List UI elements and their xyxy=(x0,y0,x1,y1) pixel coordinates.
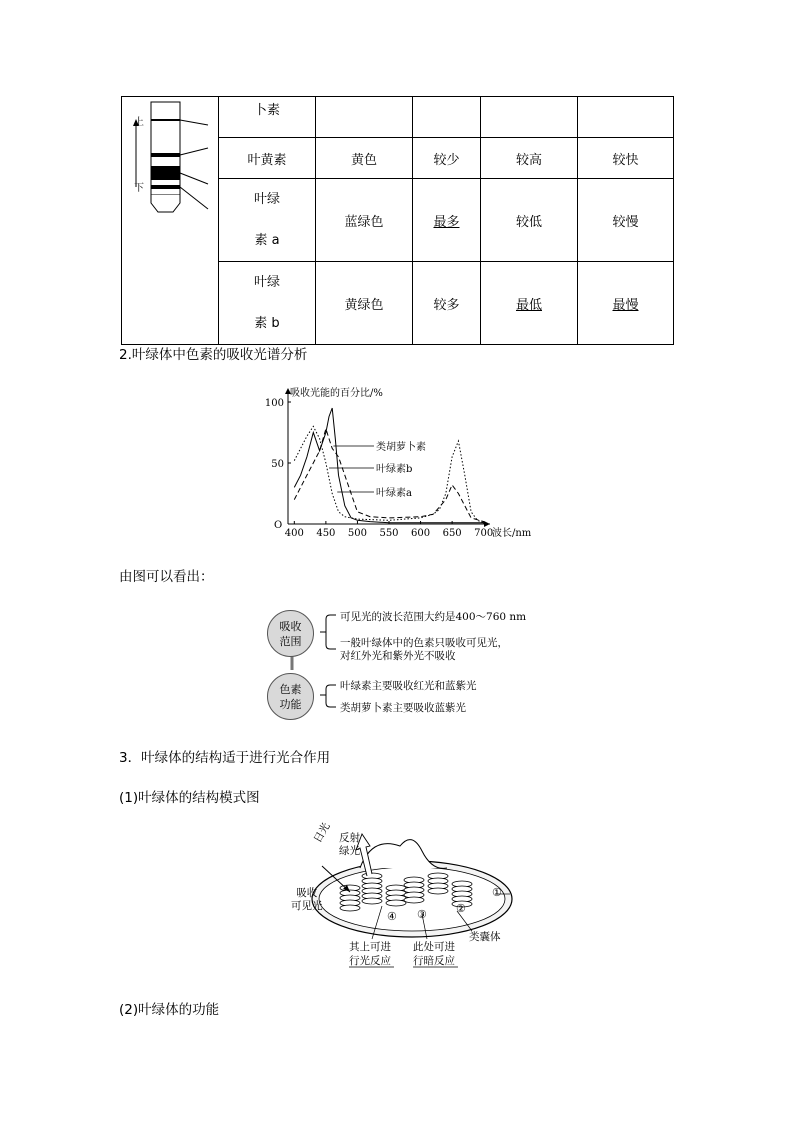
label-num-4: ④ xyxy=(387,910,397,923)
x-axis-label: 波长/nm xyxy=(492,528,532,539)
cell-content: 较多 xyxy=(413,262,481,345)
cell-name: 卜素 xyxy=(219,97,316,138)
x-tick-label: 600 xyxy=(411,528,431,539)
section3-heading: 3．叶绿体的结构适于进行光合作用 xyxy=(119,750,331,766)
cell-solubility xyxy=(481,97,578,138)
cell-color: 黄色 xyxy=(316,138,413,179)
x-tick-label: 550 xyxy=(379,528,399,539)
chromatography-tube-diagram xyxy=(122,99,218,343)
chromatography-tube-cell xyxy=(122,97,219,345)
cell-color xyxy=(316,97,413,138)
mindmap-branch-wavelength: 可见光的波长范围大约是400～760 nm xyxy=(340,611,527,623)
node-line2: 范围 xyxy=(279,635,302,648)
branch-line2: 对红外光和紫外光不吸收 xyxy=(340,650,456,662)
cell-speed: 较快 xyxy=(578,138,674,179)
mindmap-branch-visible-only xyxy=(340,637,508,663)
thylakoid-label: 类囊体 xyxy=(469,931,501,943)
label-line2: 可见光 xyxy=(291,900,323,912)
mindmap-node-absorb-range xyxy=(267,610,314,657)
x-tick-label: 650 xyxy=(442,528,462,539)
pigment-table xyxy=(121,96,674,345)
label-line2: 行光反应 xyxy=(349,955,391,967)
node-line1: 吸收 xyxy=(279,620,302,633)
dark-reaction-label xyxy=(413,940,455,968)
label-line1: 吸收 xyxy=(296,887,318,899)
label-line2: 绿光 xyxy=(339,845,360,857)
section2-heading: 2.叶绿体中色素的吸收光谱分析 xyxy=(119,347,308,363)
y-axis-label: 吸收光能的百分比/% xyxy=(290,388,383,399)
mindmap-node-pigment-function xyxy=(267,673,314,720)
y-tick-label: 100 xyxy=(264,398,284,409)
node-line2: 功能 xyxy=(279,698,302,711)
x-tick-label: 700 xyxy=(474,528,494,539)
mindmap-branch-chlorophyll: 叶绿素主要吸收红光和蓝紫光 xyxy=(340,680,477,692)
series-label: 叶绿素a xyxy=(376,488,412,499)
label-line1: 此处可进 xyxy=(413,941,455,953)
label-num-3: ③ xyxy=(417,908,427,921)
light-reaction-label xyxy=(349,940,391,968)
x-axis-arrow xyxy=(484,521,490,527)
cell-solubility: 较低 xyxy=(481,179,578,262)
cell-speed: 最慢 xyxy=(612,297,639,313)
cell-speed: 较慢 xyxy=(578,179,674,262)
cell-color: 蓝绿色 xyxy=(316,179,413,262)
node-line1: 色素 xyxy=(279,683,302,696)
label-num-2: ② xyxy=(456,902,466,915)
cell-name xyxy=(219,262,316,345)
cell-name-line2: 素 b xyxy=(254,316,280,331)
x-tick-label: 450 xyxy=(316,528,336,539)
origin-label: O xyxy=(274,520,283,531)
cell-solubility: 最低 xyxy=(515,297,542,313)
cell-content: 最多 xyxy=(433,214,460,230)
absorb-visible-label xyxy=(291,887,323,913)
cell-name: 叶黄素 xyxy=(219,138,316,179)
cell-name xyxy=(219,179,316,262)
label-num-1: ① xyxy=(492,886,502,899)
section3-sub2: (2)叶绿体的功能 xyxy=(119,1002,220,1018)
sunlight-label: 日光 xyxy=(311,820,333,845)
chart-caption: 由图可以看出： xyxy=(119,569,214,585)
label-line1: 其上可进 xyxy=(349,941,391,953)
cell-name-line2: 素 a xyxy=(254,233,280,248)
y-tick-label: 50 xyxy=(271,459,284,470)
label-line2: 行暗反应 xyxy=(413,955,455,967)
reflect-green-label xyxy=(339,832,360,858)
mindmap-branch-carotenoid: 类胡萝卜素主要吸收蓝紫光 xyxy=(340,702,466,714)
branch-line1: 一般叶绿体中的色素只吸收可见光， xyxy=(340,637,508,649)
section3-sub1: (1)叶绿体的结构模式图 xyxy=(119,790,260,806)
absorption-spectrum-chart xyxy=(258,382,538,542)
cell-name-line1: 叶绿 xyxy=(253,275,280,290)
label-line1: 反射 xyxy=(339,832,360,844)
series-label: 叶绿素b xyxy=(376,464,413,475)
cell-content xyxy=(413,97,481,138)
cell-solubility: 较高 xyxy=(481,138,578,179)
x-tick-label: 400 xyxy=(284,528,304,539)
cell-color: 黄绿色 xyxy=(316,262,413,345)
x-tick-label: 500 xyxy=(347,528,367,539)
tube-top-label: 上 xyxy=(134,117,144,128)
tube-bottom-label: 下 xyxy=(134,183,144,194)
cell-name-line1: 叶绿 xyxy=(253,192,280,207)
series-label: 类胡萝卜素 xyxy=(376,442,426,453)
cell-content: 较少 xyxy=(413,138,481,179)
cell-speed xyxy=(578,97,674,138)
